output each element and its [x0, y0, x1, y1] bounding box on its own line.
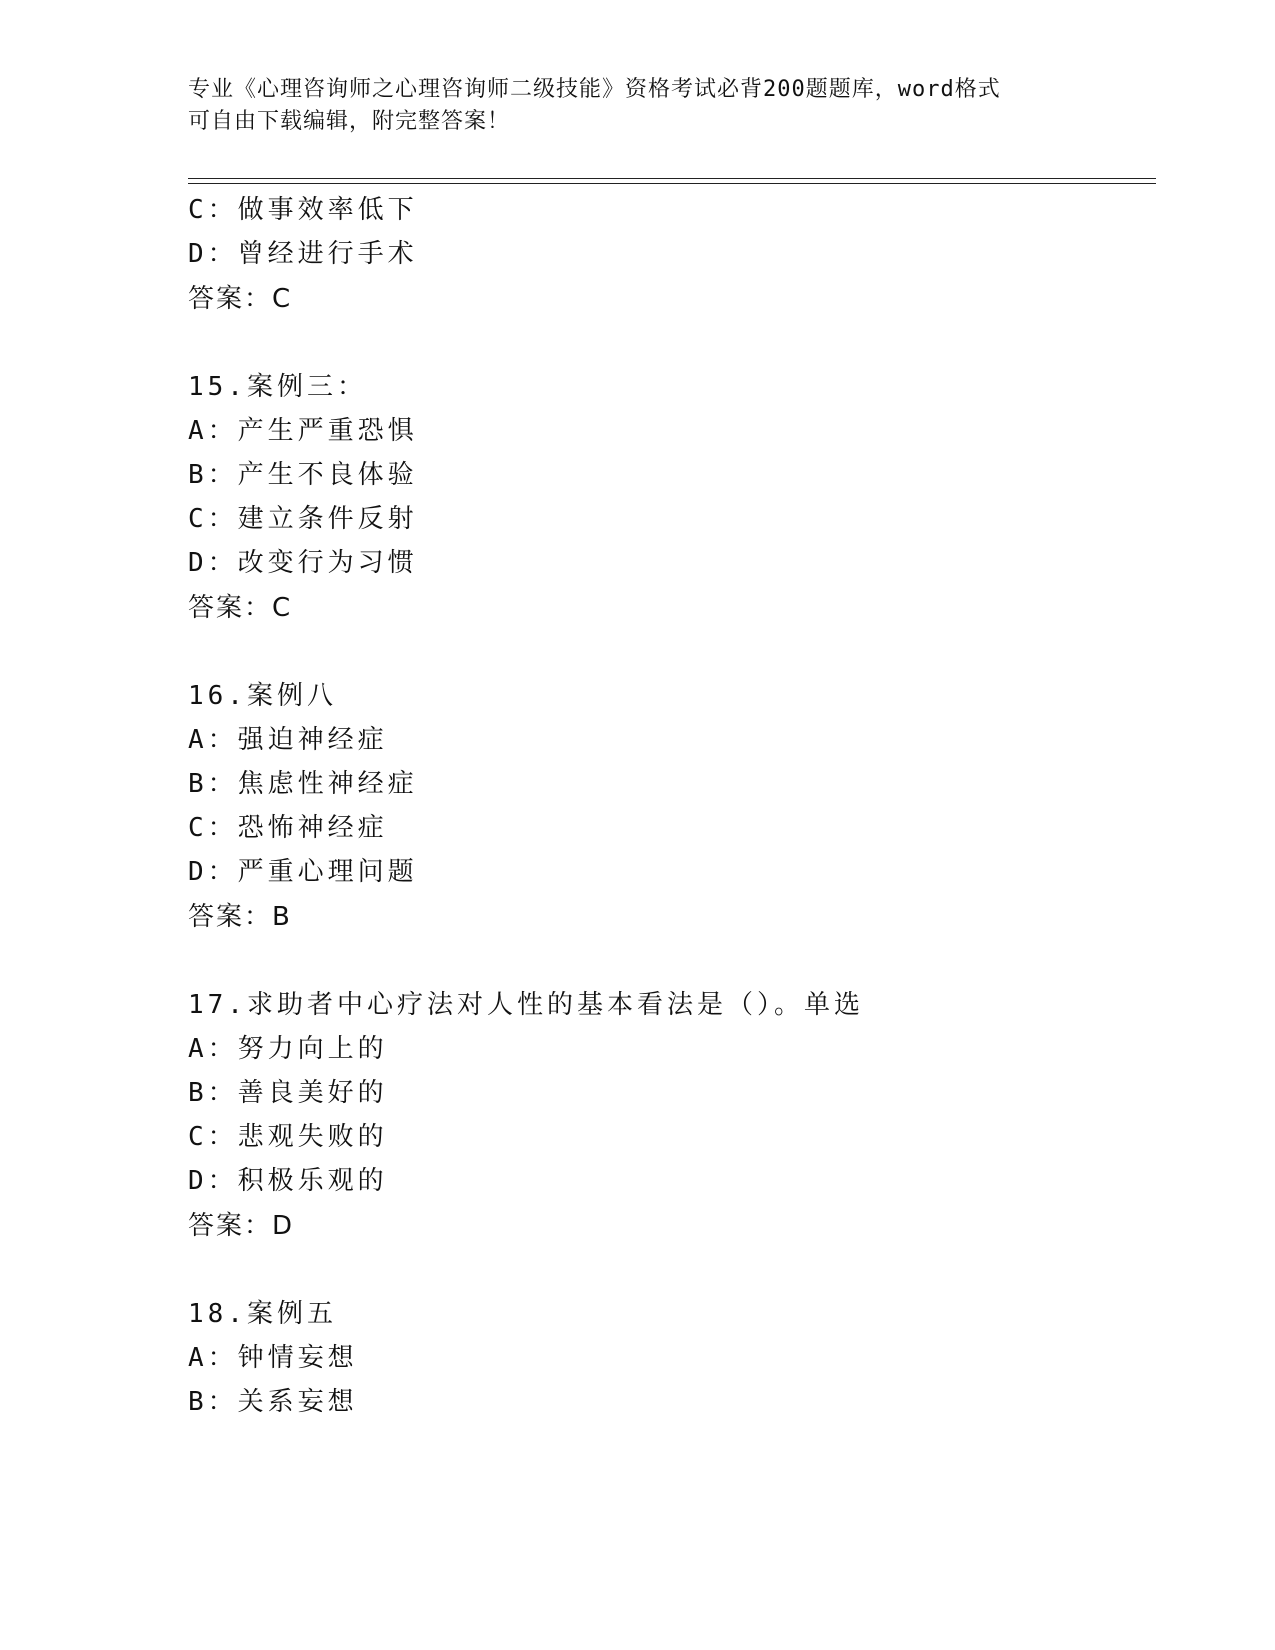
answer-line: 答案：D — [188, 1211, 295, 1241]
option-line: C：建立条件反射 — [188, 504, 418, 534]
option-line: C：恐怖神经症 — [188, 813, 388, 843]
answer-line: 答案：C — [188, 284, 293, 314]
answer-line: 答案：C — [188, 593, 293, 623]
option-line: A：产生严重恐惧 — [188, 416, 418, 446]
option-line: D：改变行为习惯 — [188, 548, 418, 578]
option-line: D：积极乐观的 — [188, 1166, 388, 1196]
option-line: A：努力向上的 — [188, 1034, 388, 1064]
header-rule-bottom — [188, 183, 1156, 184]
header-line-1: 专业《心理咨询师之心理咨询师二级技能》资格考试必背200题题库，word格式 — [188, 77, 1001, 102]
option-line: B：焦虑性神经症 — [188, 769, 418, 799]
answer-line: 答案：B — [188, 902, 292, 932]
option-line: B：关系妄想 — [188, 1387, 358, 1417]
header-rule-top — [188, 178, 1156, 179]
option-line: B：产生不良体验 — [188, 460, 418, 490]
option-line: C：悲观失败的 — [188, 1122, 388, 1152]
option-line: C：做事效率低下 — [188, 195, 418, 225]
option-line: A：钟情妄想 — [188, 1343, 358, 1373]
option-line: D：曾经进行手术 — [188, 239, 418, 269]
header-line-2: 可自由下载编辑，附完整答案！ — [188, 109, 511, 134]
question-line: 15.案例三： — [188, 372, 367, 402]
option-line: D：严重心理问题 — [188, 857, 418, 887]
question-line: 16.案例八 — [188, 681, 337, 711]
option-line: A：强迫神经症 — [188, 725, 388, 755]
question-line: 17.求助者中心疗法对人性的基本看法是（）。单选 — [188, 990, 864, 1020]
document-header — [188, 74, 1088, 138]
question-line: 18.案例五 — [188, 1299, 337, 1329]
option-line: B：善良美好的 — [188, 1078, 388, 1108]
